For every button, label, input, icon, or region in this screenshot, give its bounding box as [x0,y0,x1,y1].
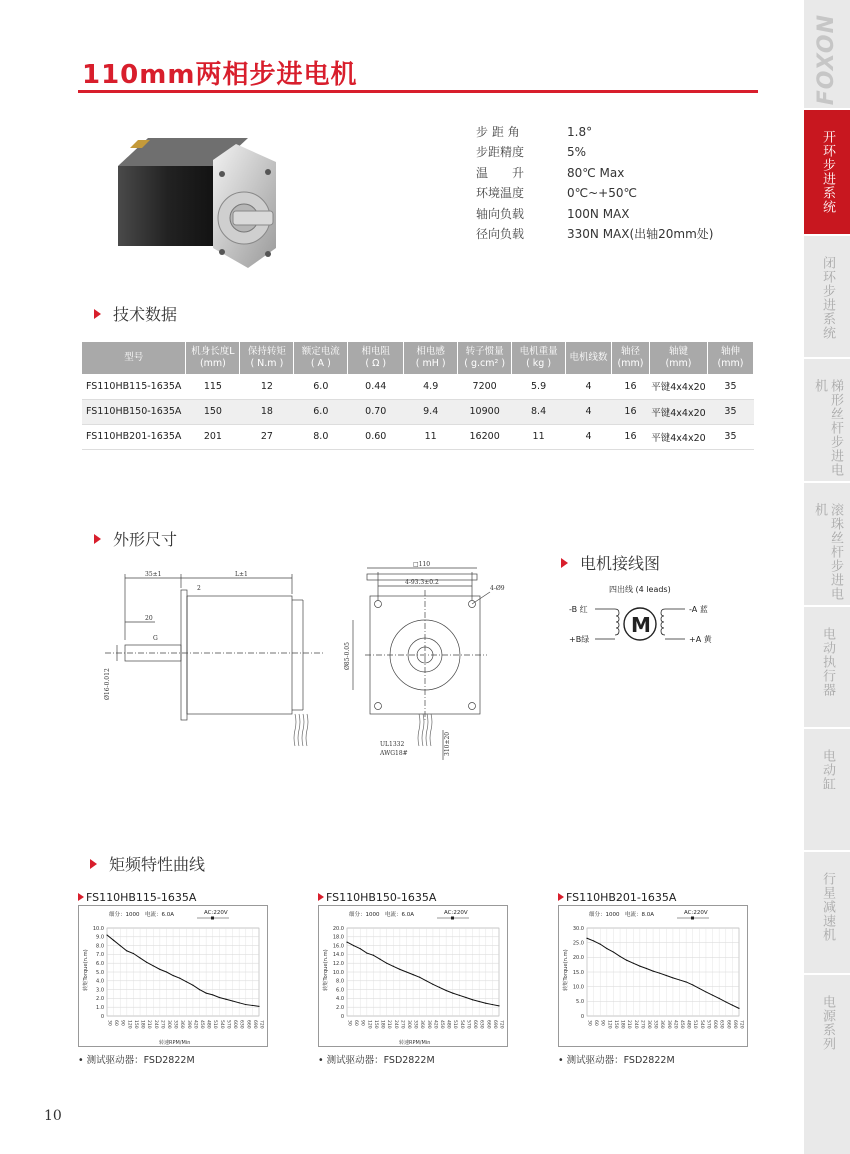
torque-chart [78,890,278,1066]
spec-value: 80℃ Max [567,165,625,180]
dim-label: AWG18# [380,750,408,757]
legend-marker [211,917,214,920]
dimension-drawing [95,560,525,780]
triangle-bullet-icon [558,893,564,901]
section-heading-wiring [561,551,660,574]
section-heading-tech [94,302,177,325]
data-point [252,1005,253,1006]
data-point [439,987,440,988]
wire-b-minus: -B 红 [569,605,588,614]
page-number-left: 10 [44,1108,62,1124]
data-point [606,948,607,949]
data-point [386,963,387,964]
y-tick-label: 9.0 [96,934,104,941]
x-tick-label: 420 [672,1020,678,1029]
data-point [399,969,400,970]
spec-table [82,342,754,450]
data-point [659,973,660,974]
data-point [705,991,706,992]
x-tick-label: 600 [472,1020,478,1029]
chart-title: FS110HB115-1635A [86,890,197,904]
x-tick-label: 90 [119,1020,125,1026]
data-point [113,940,114,941]
data-point [212,994,213,995]
x-tick-label: 600 [232,1020,238,1029]
col-header: 电机重量 ( kg ) [512,342,566,374]
data-point [206,993,207,994]
data-point [652,971,653,972]
chart-plot [79,906,267,1046]
spec-label: 温 升 [476,165,525,180]
data-point [258,1006,259,1007]
data-point [672,977,673,978]
chart-plot [319,906,507,1046]
x-tick-label: 720 [258,1020,264,1029]
x-tick-label: 210 [146,1020,152,1029]
y-tick-label: 18.0 [332,934,344,941]
x-tick-label: 420 [192,1020,198,1029]
x-tick-label: 540 [698,1020,704,1029]
torque-series-line [587,938,739,1008]
x-tick-label: 600 [712,1020,718,1029]
section-title: 外形尺寸 [113,530,178,549]
y-tick-label: 4.0 [336,996,344,1003]
x-tick-label: 150 [612,1020,618,1029]
data-point [432,984,433,985]
data-point [426,980,427,981]
chart-frame [318,905,508,1047]
wire-a-plus: +A 黄 [689,635,712,644]
data-point [738,1008,739,1009]
data-point [192,985,193,986]
torque-chart [318,890,518,1066]
table-row: FS110HB201-1635A 201 27 8.0 0.60 11 16200 11 4 16 平键4x4x20 35 [82,424,754,449]
x-tick-label: 720 [498,1020,504,1029]
data-point [360,948,361,949]
y-tick-label: 15.0 [572,969,584,976]
data-point [485,1003,486,1004]
data-point [373,955,374,956]
data-point [166,971,167,972]
col-header: 保持转矩 ( N.m ) [240,342,294,374]
y-tick-label: 10.0 [332,969,344,976]
triangle-bullet-icon [90,859,97,869]
x-tick-label: 60 [113,1020,119,1026]
sidebar-tab-closed-loop[interactable]: 闭环步进系统 [804,234,850,357]
data-point [146,962,147,963]
data-point [232,1000,233,1001]
data-point [465,997,466,998]
triangle-bullet-icon [94,534,101,544]
data-point [186,981,187,982]
data-point [492,1004,493,1005]
x-tick-label: 90 [359,1020,365,1026]
chart-footnote: • 测试驱动器：FSD2822M [558,1055,675,1066]
data-point [393,966,394,967]
y-tick-label: 6.0 [336,987,344,994]
y-axis-label: 转矩Torque(n.m) [563,949,569,991]
legend-marker [451,917,454,920]
x-tick-label: 270 [159,1020,165,1029]
y-axis-label: 转矩Torque(n.m) [83,949,89,991]
x-tick-label: 360 [419,1020,425,1029]
wire-b-plus: +B绿 [569,635,590,644]
chart-info: 细分：1000 电流：6.0A [109,912,175,918]
x-tick-label: 510 [692,1020,698,1029]
data-point [346,941,347,942]
chart-frame [558,905,748,1047]
x-tick-label: 30 [346,1020,352,1026]
x-tick-label: 510 [212,1020,218,1029]
dim-label: G [153,635,158,642]
y-tick-label: 20.0 [332,925,344,932]
dim-label: 2 [197,585,201,592]
data-point [498,1005,499,1006]
x-tick-label: 330 [652,1020,658,1029]
data-point [225,999,226,1000]
data-point [219,997,220,998]
data-point [479,1001,480,1002]
spec-label: 步距精度 [476,145,525,160]
col-header: 轴径 (mm) [611,342,649,374]
spec-label: 环境温度 [476,186,525,201]
x-tick-label: 450 [439,1020,445,1029]
chart-ac-label: AC:220V [684,910,708,916]
spec-value: 5% [567,145,587,160]
data-point [366,952,367,953]
data-point [126,950,127,951]
triangle-bullet-icon [561,558,568,568]
x-tick-label: 180 [379,1020,385,1029]
sidebar-tab-open-loop[interactable]: 开环步进系统 [804,108,850,234]
dim-label: UL1332 [380,741,405,748]
x-tick-label: 660 [725,1020,731,1029]
x-tick-label: 240 [392,1020,398,1029]
spec-list [476,122,714,244]
x-tick-label: 510 [452,1020,458,1029]
x-tick-label: 300 [165,1020,171,1029]
data-point [586,938,587,939]
y-tick-label: 8.0 [336,978,344,985]
x-tick-label: 360 [179,1020,185,1029]
x-tick-label: 660 [245,1020,251,1029]
table-row: FS110HB115-1635A 115 12 6.0 0.44 4.9 7200 5.9 4 16 平键4x4x20 35 [82,374,754,399]
x-tick-label: 570 [465,1020,471,1029]
x-tick-label: 720 [738,1020,744,1029]
x-tick-label: 210 [386,1020,392,1029]
triangle-bullet-icon [78,893,84,901]
data-point [626,960,627,961]
x-tick-label: 660 [485,1020,491,1029]
data-point [139,957,140,958]
chart-title: FS110HB201-1635A [566,890,677,904]
data-point [666,975,667,976]
x-axis-label: 转速RPM/Min [399,1040,431,1046]
data-point [712,995,713,996]
wiring-title: 四出线 (4 leads) [609,585,671,594]
data-point [120,945,121,946]
col-header: 机身长度L (mm) [186,342,240,374]
y-tick-label: 30.0 [572,925,584,932]
dim-label: 4-Ø9 [490,585,505,592]
page-title: 110mm两相步进电机 [82,60,358,90]
data-point [153,965,154,966]
x-tick-label: 210 [626,1020,632,1029]
col-header: 转子惯量 ( g.cm² ) [458,342,512,374]
x-tick-label: 330 [412,1020,418,1029]
col-header: 额定电流 ( A ) [294,342,348,374]
x-tick-label: 60 [593,1020,599,1026]
x-tick-label: 480 [205,1020,211,1029]
chart-info: 细分：1000 电流：6.0A [349,912,415,918]
col-header: 相电阻 ( Ω ) [348,342,404,374]
spec-value: 100N MAX [567,206,630,221]
x-tick-label: 450 [679,1020,685,1029]
data-point [633,963,634,964]
x-tick-label: 390 [665,1020,671,1029]
y-tick-label: 7.0 [96,952,104,959]
data-point [593,940,594,941]
x-tick-label: 390 [185,1020,191,1029]
title-rule [78,90,758,93]
chart-info: 细分：1000 电流：8.0A [589,912,655,918]
y-tick-label: 16.0 [332,943,344,950]
y-tick-label: 10.0 [92,925,104,932]
x-tick-label: 330 [172,1020,178,1029]
x-tick-label: 240 [632,1020,638,1029]
x-tick-label: 570 [705,1020,711,1029]
col-header: 电机线数 [566,342,612,374]
data-point [239,1002,240,1003]
data-point [353,945,354,946]
chart-frame [78,905,268,1047]
motor-letter: M [631,613,651,637]
x-tick-label: 690 [731,1020,737,1029]
x-tick-label: 450 [199,1020,205,1029]
section-heading-dimensions [94,527,177,550]
data-point [613,951,614,952]
triangle-bullet-icon [318,893,324,901]
dim-label: □110 [413,561,431,568]
y-tick-label: 2.0 [96,996,104,1003]
spec-label: 径向负载 [476,227,525,242]
data-point [619,956,620,957]
data-point [245,1004,246,1005]
wire-a-minus: -A 蓝 [689,605,708,614]
x-tick-label: 570 [225,1020,231,1029]
section-title: 矩频特性曲线 [109,855,206,874]
x-tick-label: 60 [353,1020,359,1026]
y-tick-label: 14.0 [332,952,344,959]
data-point [159,969,160,970]
x-tick-label: 630 [478,1020,484,1029]
x-tick-label: 480 [445,1020,451,1029]
torque-series-line [347,942,499,1006]
y-tick-label: 1.0 [96,1005,104,1011]
y-tick-label: 12.0 [332,961,344,967]
sidebar-tab-trapezoidal-screw[interactable]: 梯形丝杆步进电机 [804,357,850,481]
y-tick-label: 2.0 [336,1005,344,1011]
x-tick-label: 690 [251,1020,257,1029]
y-tick-label: 20.0 [572,955,584,962]
x-tick-label: 480 [685,1020,691,1029]
x-tick-label: 300 [405,1020,411,1029]
data-point [719,998,720,999]
col-header: 轴伸 (mm) [707,342,753,374]
x-tick-label: 150 [132,1020,138,1029]
data-point [472,999,473,1000]
motor-photo [108,126,278,271]
data-point [133,953,134,954]
y-tick-label: 3.0 [96,987,104,994]
spec-value: 1.8° [567,125,593,139]
legend-marker [691,917,694,920]
x-tick-label: 120 [366,1020,372,1029]
x-tick-label: 690 [491,1020,497,1029]
x-tick-label: 90 [599,1020,605,1026]
data-point [452,993,453,994]
sidebar-tab-planetary[interactable]: 行星减速机 [804,850,850,973]
data-point [406,971,407,972]
data-point [732,1005,733,1006]
chart-footnote: • 测试驱动器：FSD2822M [78,1055,195,1066]
y-tick-label: 0 [580,1013,584,1020]
data-point [679,979,680,980]
col-header: 相电感 ( mH ) [404,342,458,374]
x-tick-label: 240 [152,1020,158,1029]
y-axis-label: 转矩Torque(n.m) [323,949,329,991]
data-point [686,981,687,982]
dim-label: Ø16-0.012 [104,668,111,700]
section-title: 技术数据 [113,305,178,324]
chart-ac-label: AC:220V [204,910,228,916]
y-tick-label: 25.0 [572,940,584,947]
dim-label: 35±1 [145,571,162,578]
chart-title: FS110HB150-1635A [326,890,437,904]
dim-label: Ø85-0.05 [344,642,351,670]
section-title: 电机接线图 [580,554,661,573]
x-tick-label: 630 [238,1020,244,1029]
torque-chart [558,890,758,1066]
y-tick-label: 5.0 [96,969,104,976]
data-point [179,978,180,979]
wiring-diagram [565,580,725,652]
spec-value: 0℃~+50℃ [567,186,637,201]
sidebar-tab-cylinder[interactable]: 电动缸 [804,727,850,850]
dim-label: 4-93.3±0.2 [405,579,439,586]
data-point [459,995,460,996]
data-point [699,988,700,989]
data-point [446,990,447,991]
chart-plot [559,906,747,1046]
y-tick-label: 0 [100,1013,104,1020]
chart-footnote: • 测试驱动器：FSD2822M [318,1055,435,1066]
data-point [639,966,640,967]
x-tick-label: 150 [372,1020,378,1029]
data-point [419,977,420,978]
x-axis-label: 转速RPM/Min [159,1040,191,1046]
table-row: FS110HB150-1635A 150 18 6.0 0.70 9.4 10900 8.4 4 16 平键4x4x20 35 [82,399,754,424]
dim-label: 20 [145,615,153,622]
data-point [379,959,380,960]
col-header: 型号 [82,342,186,374]
data-point [172,975,173,976]
y-tick-label: 5.0 [576,999,584,1006]
y-tick-label: 4.0 [96,978,104,985]
sidebar-tab-ball-screw[interactable]: 滚珠丝杆步进电机 [804,481,850,605]
x-tick-label: 540 [218,1020,224,1029]
section-heading-curves [90,852,205,875]
sidebar-tab-power[interactable]: 电源系列 [804,973,850,1098]
spec-label: 步 距 角 [476,125,520,139]
x-tick-label: 270 [639,1020,645,1029]
x-tick-label: 180 [139,1020,145,1029]
x-tick-label: 120 [126,1020,132,1029]
data-point [199,989,200,990]
dim-label: L±1 [235,571,248,578]
x-tick-label: 30 [586,1020,592,1026]
x-tick-label: 630 [718,1020,724,1029]
x-tick-label: 420 [432,1020,438,1029]
spec-label: 轴向负载 [476,206,525,221]
x-tick-label: 300 [645,1020,651,1029]
x-tick-label: 540 [458,1020,464,1029]
y-tick-label: 6.0 [96,961,104,967]
triangle-bullet-icon [94,309,101,319]
data-point [412,974,413,975]
dim-label: 310±20 [444,731,451,756]
x-tick-label: 360 [659,1020,665,1029]
col-header: 轴键 (mm) [649,342,707,374]
y-tick-label: 10.0 [572,984,584,991]
data-point [646,968,647,969]
x-tick-label: 180 [619,1020,625,1029]
y-tick-label: 0 [340,1013,344,1020]
y-tick-label: 8.0 [96,943,104,950]
data-point [692,984,693,985]
x-tick-label: 270 [399,1020,405,1029]
x-tick-label: 390 [425,1020,431,1029]
data-point [725,1001,726,1002]
x-tick-label: 120 [606,1020,612,1029]
data-point [106,934,107,935]
data-point [600,944,601,945]
brand-logo: FOXON [804,0,850,108]
sidebar-tab-actuator[interactable]: 电动执行器 [804,605,850,727]
spec-value: 330N MAX(出轴20mm处) [567,227,714,242]
x-tick-label: 30 [106,1020,112,1026]
chart-ac-label: AC:220V [444,910,468,916]
